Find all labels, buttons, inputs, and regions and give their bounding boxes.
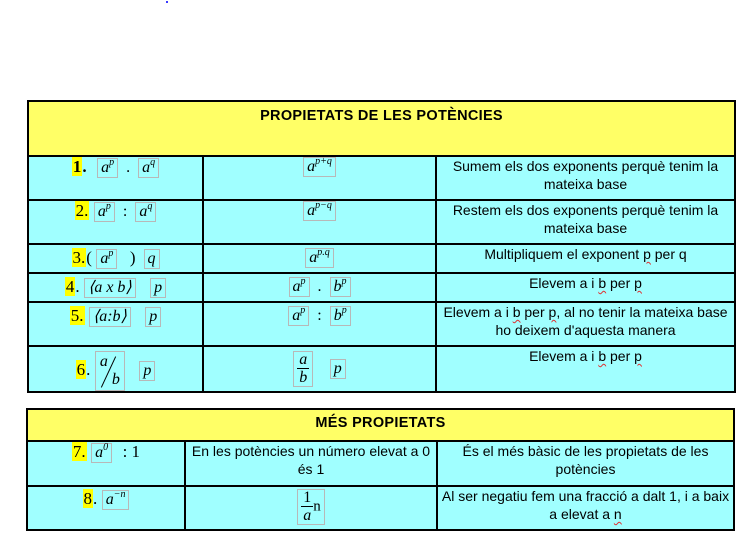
math-term: p (150, 278, 166, 298)
result-cell (203, 346, 436, 392)
middle-cell (185, 486, 437, 530)
row-number: 1 (72, 157, 82, 176)
description-cell: És el més bàsic de les propietats de les potències (437, 441, 734, 486)
table-row (27, 486, 734, 530)
table-row (28, 346, 735, 392)
description-cell: Restem els dos exponents perquè tenim la mateixa base (436, 200, 735, 244)
table-title: MÉS PROPIETATS (27, 409, 734, 441)
result-cell (203, 200, 436, 244)
row-number: 4 (65, 277, 75, 296)
middle-cell: En les potències un número elevat a 0 és 1 (185, 441, 437, 486)
properties-table (27, 100, 736, 393)
math-term: $\frac{1}{a}$ n (297, 489, 325, 525)
description-cell: Elevem a i b per p, al no tenir la mateixa base ho deixem d'aquesta manera (436, 302, 735, 346)
result-cell (203, 156, 436, 200)
expression-cell: 1. $a^p$ . $a^q$ (28, 156, 203, 200)
math-term: $b^p$ (330, 306, 351, 326)
table-row (28, 273, 735, 302)
expression-cell: 2. $a^p$ : $a^q$ (28, 200, 203, 244)
description-cell: Elevem a i b per p (436, 273, 735, 302)
description-cell: Multipliquem el exponent p per q (436, 244, 735, 273)
row-number: 2. (75, 201, 89, 220)
math-term: p (139, 361, 155, 381)
math-term: $a^p$ (96, 249, 117, 269)
math-term: $a^p$ (289, 277, 310, 297)
expression-cell: 3.( $a^p$ ) q (28, 244, 203, 273)
description-cell: Al ser negatiu fem una fracció a dalt 1, i a baix a elevat a n (437, 486, 734, 530)
row-number: 8 (83, 489, 93, 508)
stray-dot (166, 1, 168, 3)
math-term: $a^q$ (135, 202, 156, 222)
table-row (27, 441, 734, 486)
result-cell: $a^p$ . $b^p$ (203, 273, 436, 302)
math-term: $a^{p.q}$ (305, 248, 334, 268)
description-cell: Elevem a i b per p (436, 346, 735, 392)
math-term: $a^q$ (138, 158, 159, 178)
math-term: ⟨a:b⟩ (89, 307, 131, 327)
math-term: $b^p$ (330, 277, 351, 297)
math-term: $\frac{a}{b}$ (293, 351, 313, 387)
math-term: $a^0$ (91, 443, 112, 463)
math-term: p (330, 359, 346, 379)
result-cell: $a^p$ : $b^p$ (203, 302, 436, 346)
result-cell (203, 244, 436, 273)
math-term: a b (95, 351, 125, 391)
table-row (28, 244, 735, 273)
math-term: $a^{p+q}$ (303, 157, 336, 177)
expression-cell: 8. $a^{-n}$ (27, 486, 185, 530)
math-term: $a^{p-q}$ (303, 201, 336, 221)
table-row (28, 302, 735, 346)
description-cell: Sumem els dos exponents perquè tenim la mateixa base (436, 156, 735, 200)
expression-cell: 7. $a^0$ : 1 (27, 441, 185, 486)
math-term: $a^{-n}$ (102, 490, 130, 510)
row-number: 7. (72, 442, 86, 461)
row-number: 3. (72, 248, 86, 267)
row-number: 6 (76, 360, 86, 380)
table-row (28, 156, 735, 200)
math-term: ⟨a x b⟩ (84, 278, 136, 298)
expression-cell: 4. ⟨a x b⟩ p (28, 273, 203, 302)
table-row (28, 200, 735, 244)
math-term: $a^p$ (94, 202, 115, 222)
expression-cell (28, 302, 203, 346)
expression-cell: 6. a b p (28, 346, 203, 392)
row-number: 5. (70, 306, 84, 325)
math-term: $a^p$ (97, 158, 118, 178)
math-term: q (144, 249, 160, 269)
math-term: p (145, 307, 161, 327)
math-term: $a^p$ (288, 306, 309, 326)
more-properties-table (26, 408, 735, 531)
table-title: PROPIETATS DE LES POTÈNCIES (28, 101, 735, 156)
